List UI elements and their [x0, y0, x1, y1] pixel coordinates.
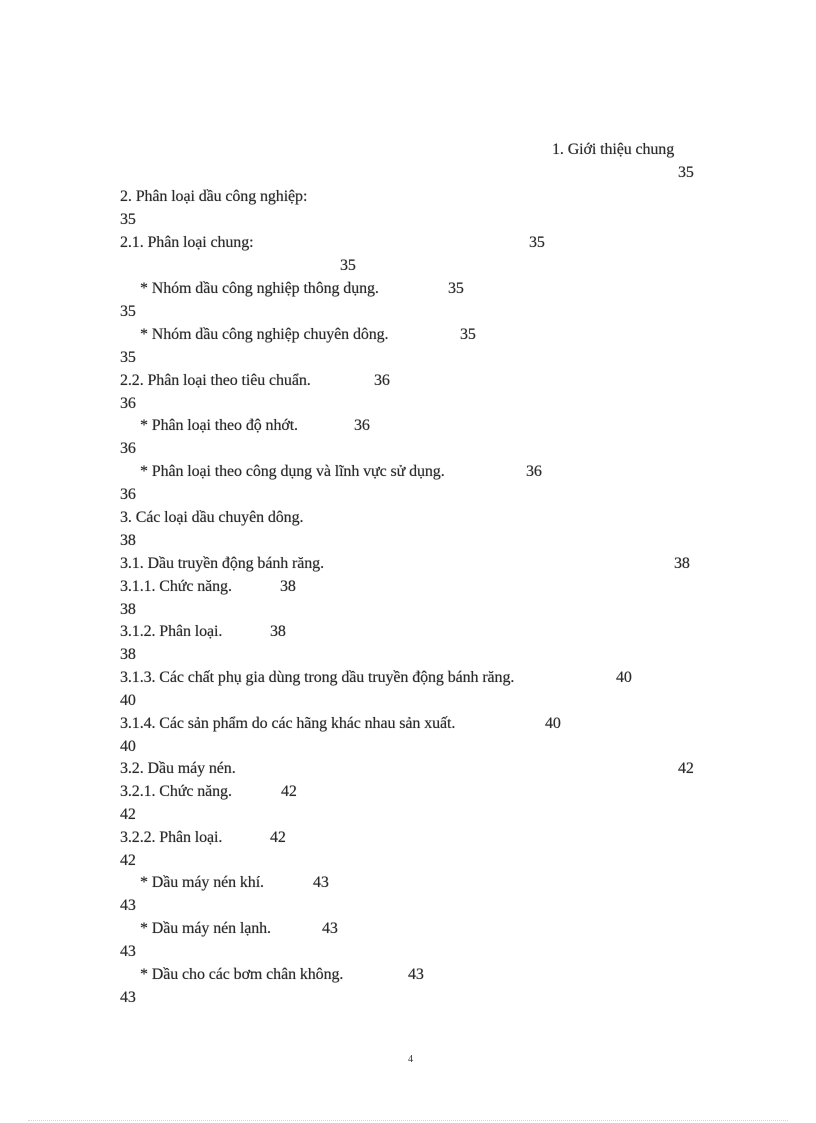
- toc-page-number: 40: [545, 715, 561, 732]
- toc-page-number: 42: [281, 783, 297, 800]
- toc-page-number: 38: [674, 555, 690, 572]
- toc-entry: * Dầu máy nén lạnh.: [140, 920, 271, 937]
- toc-page-number: 36: [354, 417, 370, 434]
- page-number: 4: [408, 1054, 413, 1065]
- toc-page-number: 36: [374, 372, 390, 389]
- toc-entry: * Dầu máy nén khí.: [140, 874, 264, 891]
- toc-page-number: 42: [120, 852, 136, 869]
- toc-page-number: 38: [280, 578, 296, 595]
- toc-page-number: 42: [270, 829, 286, 846]
- toc-entry: 3.1.3. Các chất phụ gia dùng trong dầu truyền động bánh răng.: [120, 669, 515, 686]
- toc-page-number: 43: [120, 943, 136, 960]
- toc-page-number: 43: [322, 920, 338, 937]
- toc-entry: 3.1.4. Các sản phẩm do các hãng khác nhau sản xuất.: [120, 715, 456, 732]
- toc-entry: 3.1.2. Phân loại.: [120, 623, 223, 640]
- toc-page-number: 40: [120, 692, 136, 709]
- toc-page-number: 35: [120, 349, 136, 366]
- toc-entry: 2.1. Phân loại chung:: [120, 234, 254, 251]
- toc-page-number: 36: [526, 463, 542, 480]
- toc-page-number: 40: [120, 738, 136, 755]
- toc-entry: 2. Phân loại dầu công nghiệp:: [120, 188, 308, 205]
- toc-page-number: 35: [120, 211, 136, 228]
- toc-page-number: 36: [120, 486, 136, 503]
- toc-page-number: 35: [529, 234, 545, 251]
- toc-entry: 3. Các loại dầu chuyên dông.: [120, 509, 304, 526]
- toc-page-number: 36: [120, 440, 136, 457]
- toc-page-number: 42: [120, 806, 136, 823]
- toc-entry: 3.1.1. Chức năng.: [120, 578, 232, 595]
- toc-page-number: 35: [460, 326, 476, 343]
- toc-page-number: 35: [340, 257, 356, 274]
- toc-page-number: 35: [678, 164, 694, 181]
- toc-entry: 3.2. Dầu máy nén.: [120, 760, 236, 777]
- toc-page-number: 43: [120, 989, 136, 1006]
- toc-entry: 2.2. Phân loại theo tiêu chuẩn.: [120, 372, 311, 389]
- toc-page-number: 43: [120, 897, 136, 914]
- toc-page-number: 36: [120, 395, 136, 412]
- toc-page-number: 38: [270, 623, 286, 640]
- toc-page-number: 43: [313, 874, 329, 891]
- toc-entry: * Phân loại theo độ nhớt.: [140, 417, 298, 434]
- page-bottom-divider: [28, 1120, 788, 1121]
- toc-entry: 3.2.1. Chức năng.: [120, 783, 232, 800]
- toc-page-number: 40: [616, 669, 632, 686]
- toc-entry: * Nhóm dầu công nghiệp chuyên dông.: [140, 326, 389, 343]
- toc-heading: 1. Giới thiệu chung: [552, 141, 675, 158]
- toc-page-number: 35: [448, 280, 464, 297]
- toc-page-number: 43: [408, 966, 424, 983]
- toc-entry: 3.2.2. Phân loại.: [120, 829, 223, 846]
- toc-entry: * Phân loại theo công dụng và lĩnh vực sử dụng.: [140, 463, 445, 480]
- toc-page-number: 38: [120, 601, 136, 618]
- toc-entry: 3.1. Dầu truyền động bánh răng.: [120, 555, 324, 572]
- toc-entry: * Dầu cho các bơm chân không.: [140, 966, 344, 983]
- toc-page-number: 35: [120, 303, 136, 320]
- toc-page-number: 38: [120, 532, 136, 549]
- toc-entry: * Nhóm dầu công nghiệp thông dụng.: [140, 280, 379, 297]
- toc-page-number: 42: [678, 760, 694, 777]
- toc-page-number: 38: [120, 646, 136, 663]
